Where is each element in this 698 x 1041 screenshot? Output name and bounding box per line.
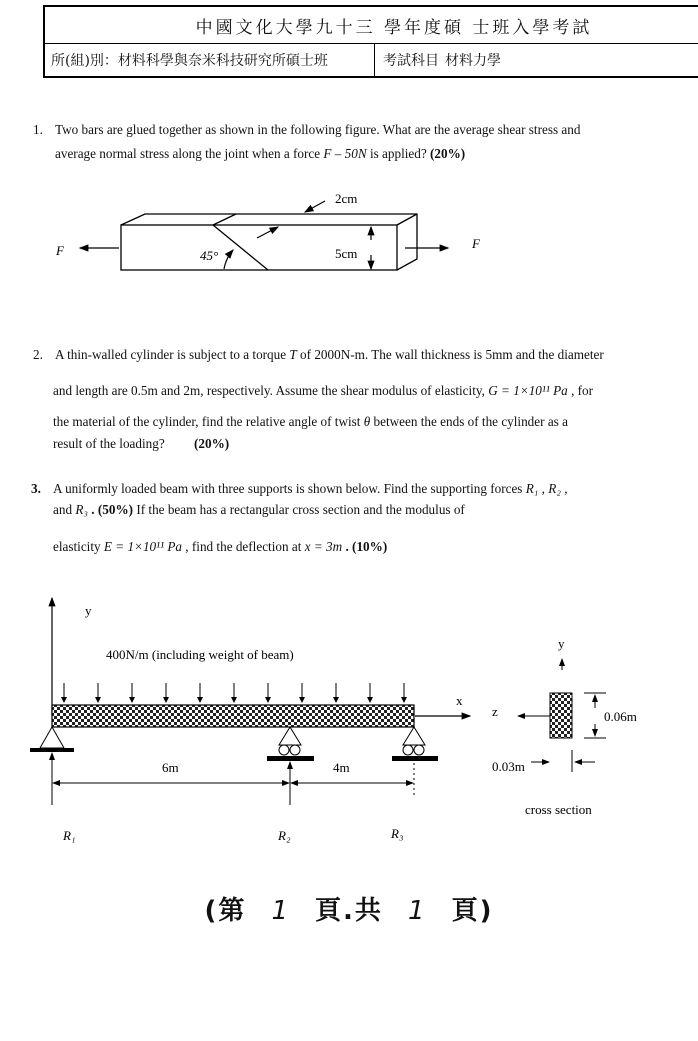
footer-open: (第 [204, 896, 247, 926]
question-2-text-3: and length are 0.5m and 2m, respectively. Assume the shear modulus of elasticity, [53, 383, 489, 398]
question-3-line2 [53, 502, 465, 518]
reaction-symbol-3: R₃ [75, 502, 88, 517]
cross-section-caption: cross section [525, 802, 592, 817]
force-value: F – 50N [323, 146, 367, 161]
question-1-line2 [55, 146, 465, 162]
question-2-number: 2. [33, 347, 43, 362]
question-2-score: (20%) [194, 436, 230, 451]
reaction-label-r3: R₃ [391, 826, 404, 841]
span2-label: 4m [333, 760, 350, 775]
reaction-label-r1: R₁ [63, 828, 76, 843]
subject-label: 考試科目 [383, 53, 439, 69]
question-1-text-3: is applied? [369, 146, 431, 161]
load-arrow-head [61, 697, 67, 703]
footer-mid: 頁.共 [315, 896, 383, 926]
exam-header-box [43, 5, 698, 78]
question-2-line2 [53, 383, 593, 399]
subject-value: 材料力學 [445, 53, 501, 69]
question-2-text-7: result of the loading? [53, 436, 165, 451]
load-arrow-head [231, 697, 237, 703]
angle-arc [224, 250, 233, 269]
width-arrow-bottom [257, 227, 278, 238]
question-3-text-5: , find the deflection at [185, 539, 305, 554]
exam-info-row [45, 44, 698, 76]
question-3-text-3: If the beam has a rectangular cross section and the modulus of [136, 502, 465, 517]
question-2-text-2: of 2000N-m. The wall thickness is 5mm and the diameter [300, 347, 604, 362]
load-arrow-head [401, 697, 407, 703]
force-left-label: F [56, 243, 64, 258]
question-1-text-2: average normal stress along the joint when a force [55, 146, 324, 161]
shear-modulus-value: G = 1×10¹¹ Pa [488, 383, 568, 398]
cross-section-width-label: 0.03m [492, 759, 525, 774]
load-arrow-head [95, 697, 101, 703]
load-arrow-head [197, 697, 203, 703]
load-arrow-head [299, 697, 305, 703]
load-arrow-head [129, 697, 135, 703]
torque-symbol: T [289, 347, 297, 362]
question-3-text-2: and [53, 502, 76, 517]
question-3-text: A uniformly loaded beam with three supports is shown below. Find the supporting forces [53, 481, 526, 496]
distributed-load-arrows [61, 683, 407, 703]
question-3-text-4: elasticity [53, 539, 104, 554]
force-right-label: F [472, 236, 480, 251]
cross-section-height-label: 0.06m [604, 709, 637, 724]
figure-beam [0, 590, 698, 860]
question-3-score-1: . (50%) [91, 502, 134, 517]
support-roller-r2 [267, 727, 314, 761]
span1-label: 6m [162, 760, 179, 775]
question-2-text-4: , for [571, 383, 594, 398]
question-3-line3 [53, 539, 387, 555]
exam-title: 中國文化大學九十三 學年度碩 士班入學考試 [45, 7, 698, 44]
angle-label: 45° [200, 248, 219, 263]
footer-close: 頁) [451, 896, 494, 926]
question-3-line1 [31, 481, 568, 497]
bar-body [121, 214, 417, 270]
question-2-text: A thin-walled cylinder is subject to a torque [55, 347, 290, 362]
cross-section-figure [492, 636, 637, 817]
theta-symbol: θ [363, 414, 371, 429]
page-footer [0, 890, 698, 927]
question-2-text-6: between the ends of the cylinder as a [373, 414, 568, 429]
question-1-number: 1. [33, 122, 43, 137]
subject-cell [375, 44, 698, 76]
question-3-number: 3. [31, 481, 41, 496]
question-2-text-5: the material of the cylinder, find the relative angle of twist [53, 414, 364, 429]
department-label: 所(組)別：材料科學與奈米科技研究所碩士班 [45, 44, 375, 76]
question-2-line3 [53, 414, 568, 430]
y-axis-label: y [85, 603, 92, 618]
page-total: 1 [408, 896, 427, 926]
load-label: 400N/m (including weight of beam) [106, 647, 294, 662]
support-pin-r1 [30, 727, 74, 752]
glue-joint-line [213, 225, 268, 270]
reaction-label-r2: R₂ [278, 828, 291, 843]
question-1-line1 [33, 122, 581, 138]
cross-section-rect [550, 693, 572, 738]
x-axis-label: x [456, 693, 463, 708]
figure-glued-bars [0, 180, 698, 280]
load-arrow-head [367, 697, 373, 703]
cross-section-y-label: y [558, 636, 565, 651]
question-1-score: (20%) [430, 146, 466, 161]
deflection-location: x = 3m [304, 539, 343, 554]
load-arrow-head [265, 697, 271, 703]
question-3-score-2: . (10%) [345, 539, 388, 554]
question-1-text: Two bars are glued together as shown in the following figure. What are the average shear stress and [55, 122, 581, 137]
load-arrow-head [163, 697, 169, 703]
cross-section-z-label: z [492, 704, 498, 719]
load-arrow-head [333, 697, 339, 703]
question-2-line4 [53, 436, 229, 452]
question-2-line1 [33, 347, 604, 363]
elastic-modulus-value: E = 1×10¹¹ Pa [103, 539, 182, 554]
height-dim-label: 5cm [335, 246, 358, 261]
width-dim-label: 2cm [335, 191, 358, 206]
reaction-symbols: R₁ , R₂ , [525, 481, 568, 496]
width-arrow-top [305, 201, 325, 212]
page-number: 1 [271, 896, 290, 926]
support-roller-r3 [392, 727, 438, 761]
beam [52, 705, 414, 727]
